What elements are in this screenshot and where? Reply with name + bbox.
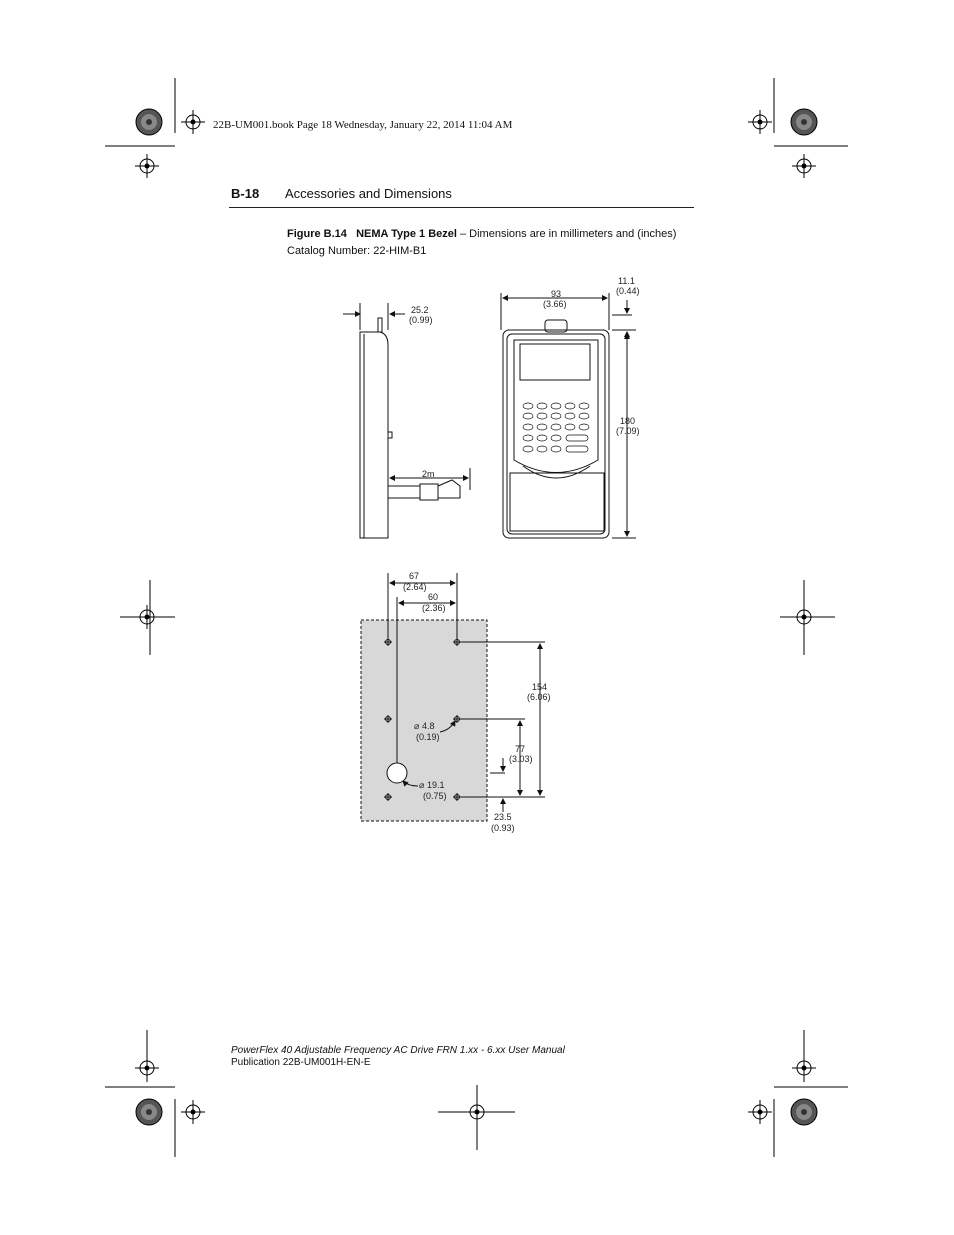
dim-side-depth-in: (0.99) <box>409 315 433 325</box>
dim-front-height-in: (7.09) <box>616 426 640 436</box>
dim-cutout-outer-in: (2.64) <box>403 582 427 592</box>
dim-cable-length: 2m <box>422 469 435 479</box>
dim-hole-spacing-in: (6.06) <box>527 692 551 702</box>
figure-description: – Dimensions are in millimeters and (inches) <box>456 228 677 240</box>
dim-cutout-outer-mm: 67 <box>409 571 420 581</box>
figure-label: Figure B.14 <box>287 228 347 240</box>
front-view <box>501 293 636 538</box>
catalog-number: Catalog Number: 22-HIM-B1 <box>287 245 427 257</box>
dim-cutout-inner-in: (2.36) <box>422 603 446 613</box>
diameter-icon: ⌀ <box>419 780 425 790</box>
print-header: 22B-UM001.book Page 18 Wednesday, January 22, 2014 11:04 AM <box>213 119 513 131</box>
dim-small-hole-mm: 4.8 <box>422 721 435 731</box>
panel-cutout <box>361 573 548 821</box>
dim-top-offset-mm: 11.1 <box>618 276 635 286</box>
dim-mid-height-mm: 77 <box>515 744 526 754</box>
dim-front-width-in: (3.66) <box>543 299 567 309</box>
footer-manual-title: PowerFlex 40 Adjustable Frequency AC Drive FRN 1.xx - 6.xx User Manual <box>231 1045 565 1056</box>
dim-bottom-offset-mm: 23.5 <box>494 812 512 822</box>
footer-publication: Publication 22B-UM001H-EN-E <box>231 1057 371 1068</box>
figure-name: NEMA Type 1 Bezel <box>356 228 457 240</box>
dim-top-offset-in: (0.44) <box>616 286 640 296</box>
dim-front-width-mm: 93 <box>551 289 562 299</box>
dim-front-height-mm: 180 <box>620 416 636 426</box>
dim-mid-height-in: (3.03) <box>509 754 533 764</box>
dim-large-hole-in: (0.75) <box>423 791 447 801</box>
dim-cutout-inner-mm: 60 <box>428 592 439 602</box>
section-number: B-18 <box>231 186 260 201</box>
section-title: Accessories and Dimensions <box>285 186 452 201</box>
dim-bottom-offset-in: (0.93) <box>491 823 515 833</box>
dim-large-hole-mm: 19.1 <box>427 780 445 790</box>
dim-side-depth-mm: 25.2 <box>411 305 429 315</box>
dim-hole-spacing-mm: 154 <box>532 682 548 692</box>
diameter-icon: ⌀ <box>414 721 420 731</box>
side-view <box>343 303 470 538</box>
dim-small-hole-in: (0.19) <box>416 732 440 742</box>
